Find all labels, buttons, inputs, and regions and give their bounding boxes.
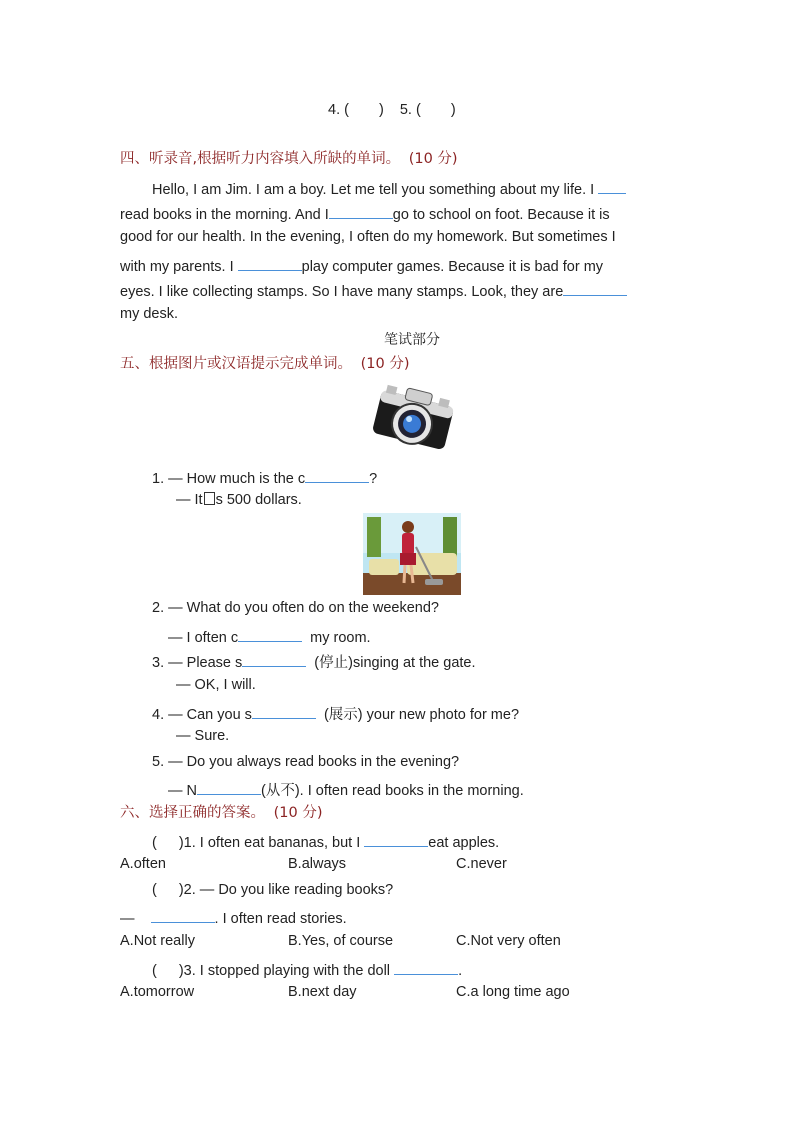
q6-2-answer: — . I often read stories. — [120, 906, 347, 928]
passage-line-6: my desk. — [120, 306, 179, 322]
q6-3-option-c[interactable]: C.a long time ago — [456, 984, 570, 1000]
passage-line-4: with my parents. I play computer games. Because it is bad for my — [120, 254, 603, 276]
blank[interactable] — [329, 202, 393, 219]
blank[interactable] — [305, 466, 369, 483]
blank[interactable] — [238, 625, 302, 642]
q5-3-answer: — OK, I will. — [176, 677, 256, 693]
q6-2-option-b[interactable]: B.Yes, of course — [288, 933, 394, 949]
written-part-title: 笔试部分 — [384, 332, 440, 348]
q6-1-option-a[interactable]: A.often — [120, 856, 166, 872]
missing-glyph-box — [204, 492, 215, 505]
q6-1-option-b[interactable]: B.always — [288, 856, 347, 872]
q6-2: ( )2. — Do you like reading books? — [152, 882, 394, 898]
q5-3: 3. — Please s (停止)singing at the gate. — [152, 650, 476, 672]
q6-3: ( )3. I stopped playing with the doll . — [152, 958, 462, 980]
q5-2-answer: — I often c my room. — [168, 625, 371, 647]
passage-line-1: Hello, I am Jim. I am a boy. Let me tell you something about my life. I — [152, 177, 626, 199]
answer-line-4-5: 4. ( ) 5. ( ) — [328, 102, 456, 118]
q5-5: 5. — Do you always read books in the evening? — [152, 754, 460, 770]
blank[interactable] — [242, 650, 306, 667]
q5-2: 2. — What do you often do on the weekend? — [152, 600, 439, 616]
section-6-heading: 六、选择正确的答案。 (10 分) — [120, 805, 323, 821]
blank[interactable] — [394, 958, 458, 975]
q6-3-option-a[interactable]: A.tomorrow — [120, 984, 195, 1000]
q6-1-option-c[interactable]: C.never — [456, 856, 507, 872]
passage-line-5: eyes. I like collecting stamps. So I have many stamps. Look, they are — [120, 279, 627, 301]
blank[interactable] — [598, 177, 626, 194]
section-4-heading: 四、听录音,根据听力内容填入所缺的单词。 (10 分) — [120, 151, 458, 167]
q5-1-answer: — It s 500 dollars. — [176, 492, 302, 508]
blank[interactable] — [563, 279, 627, 296]
blank[interactable] — [238, 254, 302, 271]
q6-2-option-c[interactable]: C.Not very often — [456, 933, 561, 949]
q5-5-answer: — N (从不). I often read books in the morning. — [168, 778, 524, 800]
blank[interactable] — [197, 778, 261, 795]
passage-line-3: good for our health. In the evening, I often do my homework. But sometimes I — [120, 229, 616, 245]
q5-1: 1. — How much is the c ? — [152, 466, 377, 488]
q5-4-answer: — Sure. — [176, 728, 230, 744]
section-5-heading: 五、根据图片或汉语提示完成单词。 (10 分) — [120, 356, 410, 372]
camera-icon — [366, 380, 460, 460]
q6-3-option-b[interactable]: B.next day — [288, 984, 357, 1000]
q5-4: 4. — Can you s (展示) your new photo for me? — [152, 702, 519, 724]
woman-vacuuming-image — [363, 513, 461, 595]
blank[interactable] — [364, 830, 428, 847]
q6-1: ( )1. I often eat bananas, but I eat apples. — [152, 830, 499, 852]
blank[interactable] — [252, 702, 316, 719]
blank[interactable] — [151, 906, 215, 923]
q6-2-option-a[interactable]: A.Not really — [120, 933, 195, 949]
passage-line-2: read books in the morning. And I go to school on foot. Because it is — [120, 202, 610, 224]
